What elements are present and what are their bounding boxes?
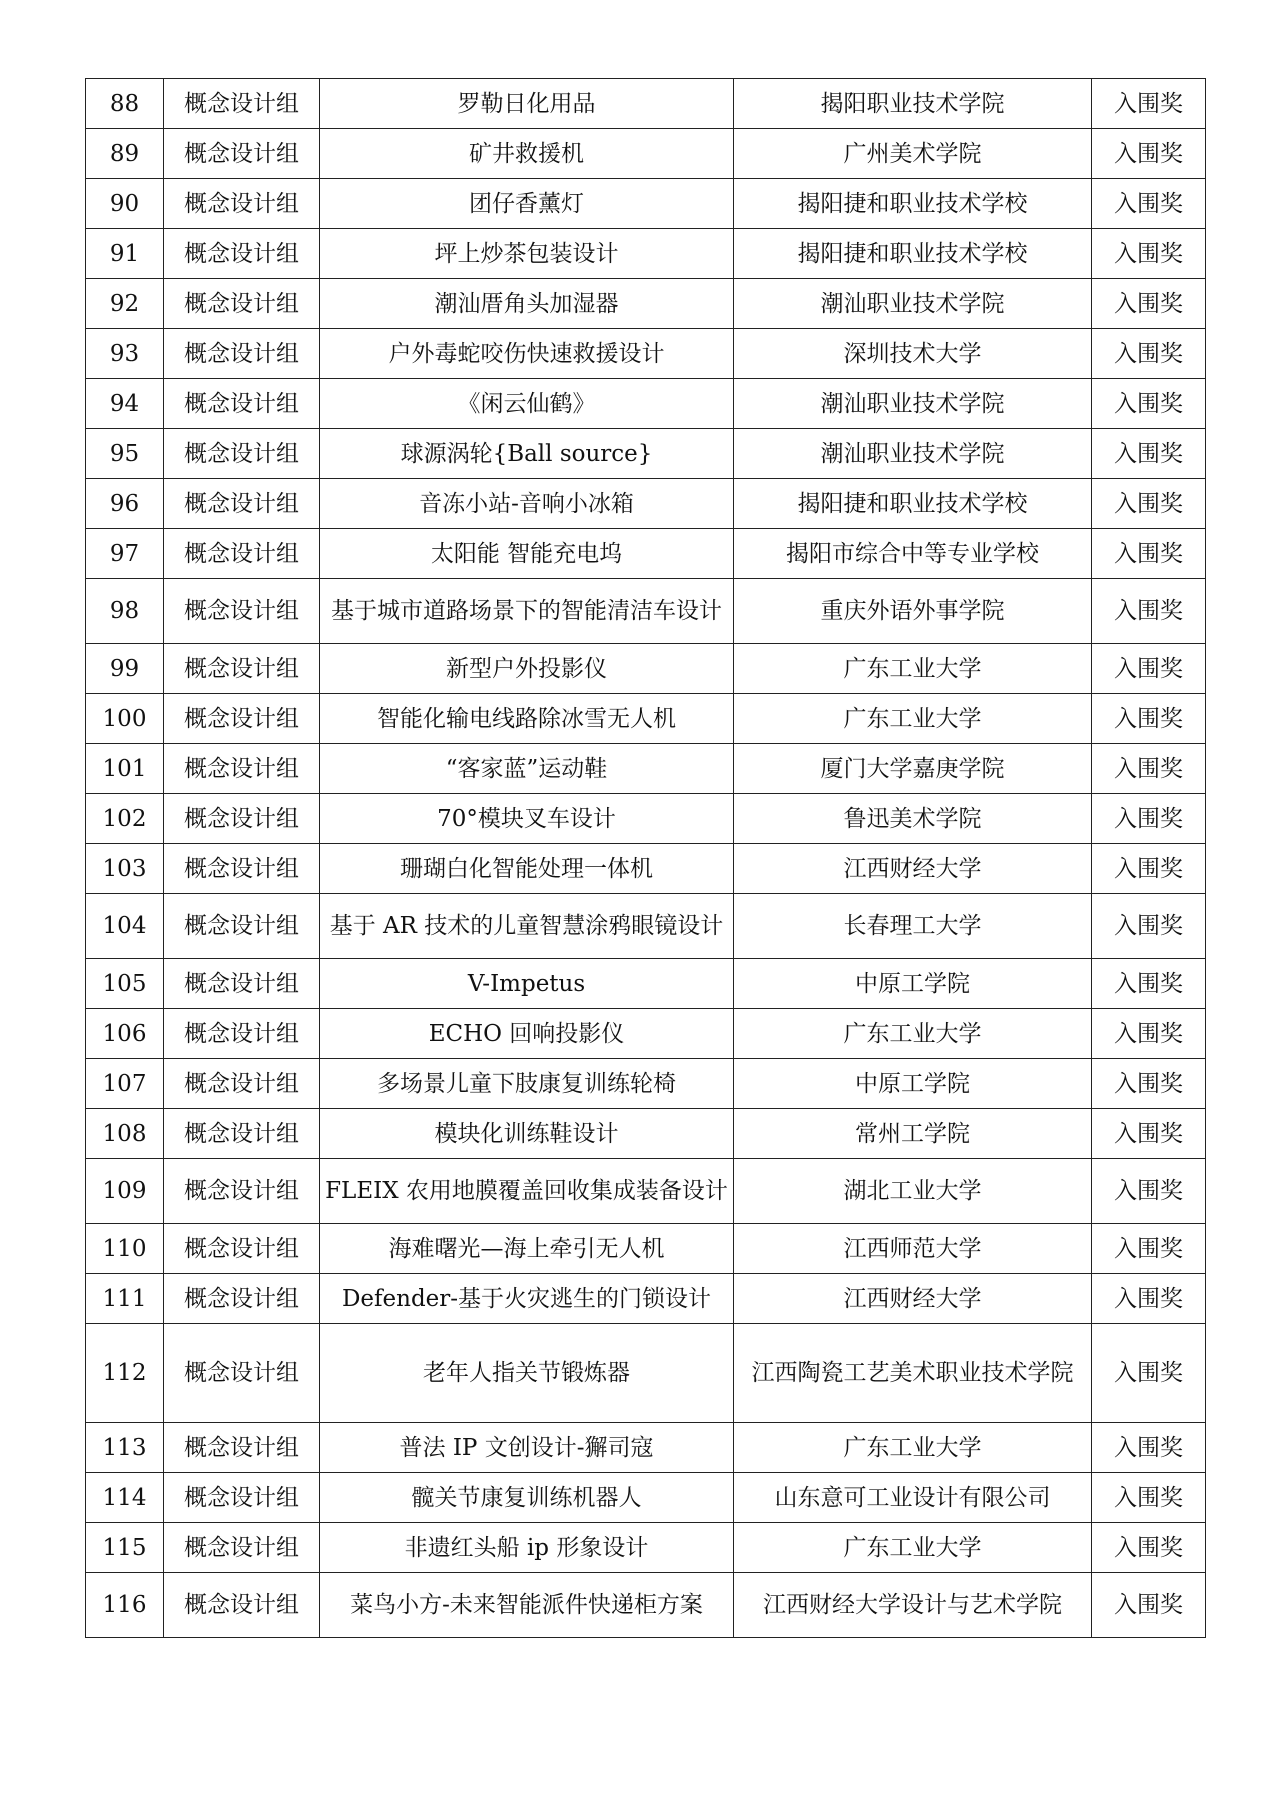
table-row [86,379,1206,429]
school-cell: 潮汕职业技术学院 [734,279,1092,329]
entry-number-cell: 89 [86,129,164,179]
school-cell: 揭阳职业技术学院 [734,79,1092,129]
award-cell: 入围奖 [1092,1573,1206,1638]
entry-number-cell: 114 [86,1473,164,1523]
group-cell: 概念设计组 [164,1473,320,1523]
group-cell: 概念设计组 [164,1573,320,1638]
table-row [86,1159,1206,1224]
award-cell: 入围奖 [1092,529,1206,579]
work-title-cell: 老年人指关节锻炼器 [320,1324,734,1423]
entry-number-cell: 93 [86,329,164,379]
school-cell: 揭阳捷和职业技术学校 [734,479,1092,529]
school-cell: 潮汕职业技术学院 [734,429,1092,479]
group-cell: 概念设计组 [164,1109,320,1159]
group-cell: 概念设计组 [164,844,320,894]
group-cell: 概念设计组 [164,744,320,794]
entry-number-cell: 108 [86,1109,164,1159]
entry-number-cell: 103 [86,844,164,894]
work-title-cell: 模块化训练鞋设计 [320,1109,734,1159]
school-cell: 中原工学院 [734,959,1092,1009]
work-title-cell: 球源涡轮{Ball source} [320,429,734,479]
group-cell: 概念设计组 [164,1274,320,1324]
award-cell: 入围奖 [1092,1423,1206,1473]
award-cell: 入围奖 [1092,1523,1206,1573]
award-cell: 入围奖 [1092,229,1206,279]
school-cell: 揭阳捷和职业技术学校 [734,179,1092,229]
school-cell: 湖北工业大学 [734,1159,1092,1224]
work-title-cell: 太阳能 智能充电坞 [320,529,734,579]
school-cell: 江西财经大学设计与艺术学院 [734,1573,1092,1638]
group-cell: 概念设计组 [164,479,320,529]
school-cell: 厦门大学嘉庚学院 [734,744,1092,794]
award-cell: 入围奖 [1092,1009,1206,1059]
award-cell: 入围奖 [1092,129,1206,179]
work-title-cell: 70°模块叉车设计 [320,794,734,844]
school-cell: 中原工学院 [734,1059,1092,1109]
table-body [86,79,1206,1638]
award-cell: 入围奖 [1092,379,1206,429]
group-cell: 概念设计组 [164,1423,320,1473]
award-cell: 入围奖 [1092,1274,1206,1324]
group-cell: 概念设计组 [164,1324,320,1423]
entry-number-cell: 107 [86,1059,164,1109]
school-cell: 广东工业大学 [734,1523,1092,1573]
work-title-cell: 基于城市道路场景下的智能清洁车设计 [320,579,734,644]
school-cell: 江西财经大学 [734,844,1092,894]
table-row [86,959,1206,1009]
entry-number-cell: 113 [86,1423,164,1473]
school-cell: 揭阳市综合中等专业学校 [734,529,1092,579]
entry-number-cell: 116 [86,1573,164,1638]
table-row [86,229,1206,279]
table-row [86,429,1206,479]
group-cell: 概念设计组 [164,279,320,329]
award-cell: 入围奖 [1092,844,1206,894]
entry-number-cell: 106 [86,1009,164,1059]
work-title-cell: 音冻小站-音响小冰箱 [320,479,734,529]
table-row [86,179,1206,229]
table-row [86,129,1206,179]
table-row [86,694,1206,744]
school-cell: 江西财经大学 [734,1274,1092,1324]
work-title-cell: 普法 IP 文创设计-獬司寇 [320,1423,734,1473]
school-cell: 常州工学院 [734,1109,1092,1159]
award-cell: 入围奖 [1092,1324,1206,1423]
entry-number-cell: 102 [86,794,164,844]
group-cell: 概念设计组 [164,894,320,959]
work-title-cell: FLEIX 农用地膜覆盖回收集成装备设计 [320,1159,734,1224]
award-cell: 入围奖 [1092,959,1206,1009]
work-title-cell: 坪上炒茶包装设计 [320,229,734,279]
school-cell: 广东工业大学 [734,1009,1092,1059]
work-title-cell: 菜鸟小方-未来智能派件快递柜方案 [320,1573,734,1638]
table-row [86,329,1206,379]
award-cell: 入围奖 [1092,744,1206,794]
school-cell: 重庆外语外事学院 [734,579,1092,644]
school-cell: 潮汕职业技术学院 [734,379,1092,429]
table-row [86,279,1206,329]
group-cell: 概念设计组 [164,129,320,179]
group-cell: 概念设计组 [164,1059,320,1109]
entry-number-cell: 110 [86,1224,164,1274]
work-title-cell: 珊瑚白化智能处理一体机 [320,844,734,894]
work-title-cell: 矿井救援机 [320,129,734,179]
work-title-cell: V-Impetus [320,959,734,1009]
school-cell: 广东工业大学 [734,1423,1092,1473]
group-cell: 概念设计组 [164,579,320,644]
table-row [86,1109,1206,1159]
group-cell: 概念设计组 [164,1009,320,1059]
table-row [86,479,1206,529]
entry-number-cell: 96 [86,479,164,529]
entry-number-cell: 101 [86,744,164,794]
school-cell: 山东意可工业设计有限公司 [734,1473,1092,1523]
table-row [86,529,1206,579]
table-row [86,579,1206,644]
group-cell: 概念设计组 [164,229,320,279]
entry-number-cell: 104 [86,894,164,959]
award-cell: 入围奖 [1092,1159,1206,1224]
work-title-cell: 潮汕厝角头加湿器 [320,279,734,329]
school-cell: 江西陶瓷工艺美术职业技术学院 [734,1324,1092,1423]
group-cell: 概念设计组 [164,329,320,379]
award-cell: 入围奖 [1092,1059,1206,1109]
award-cell: 入围奖 [1092,79,1206,129]
table-row [86,1423,1206,1473]
table-row [86,744,1206,794]
table-row [86,894,1206,959]
entry-number-cell: 111 [86,1274,164,1324]
entry-number-cell: 109 [86,1159,164,1224]
entry-number-cell: 91 [86,229,164,279]
group-cell: 概念设计组 [164,644,320,694]
award-cell: 入围奖 [1092,329,1206,379]
work-title-cell: 非遗红头船 ip 形象设计 [320,1523,734,1573]
table-row [86,79,1206,129]
award-cell: 入围奖 [1092,1109,1206,1159]
award-list-table [85,78,1206,1638]
school-cell: 深圳技术大学 [734,329,1092,379]
award-cell: 入围奖 [1092,579,1206,644]
table-row [86,844,1206,894]
entry-number-cell: 92 [86,279,164,329]
group-cell: 概念设计组 [164,1224,320,1274]
school-cell: 广州美术学院 [734,129,1092,179]
table-row [86,1324,1206,1423]
work-title-cell: ECHO 回响投影仪 [320,1009,734,1059]
group-cell: 概念设计组 [164,959,320,1009]
group-cell: 概念设计组 [164,529,320,579]
award-cell: 入围奖 [1092,1473,1206,1523]
entry-number-cell: 112 [86,1324,164,1423]
table-row [86,1224,1206,1274]
work-title-cell: 罗勒日化用品 [320,79,734,129]
group-cell: 概念设计组 [164,429,320,479]
school-cell: 江西师范大学 [734,1224,1092,1274]
award-cell: 入围奖 [1092,1224,1206,1274]
award-cell: 入围奖 [1092,279,1206,329]
school-cell: 揭阳捷和职业技术学校 [734,229,1092,279]
entry-number-cell: 115 [86,1523,164,1573]
school-cell: 长春理工大学 [734,894,1092,959]
group-cell: 概念设计组 [164,694,320,744]
work-title-cell: 新型户外投影仪 [320,644,734,694]
entry-number-cell: 99 [86,644,164,694]
group-cell: 概念设计组 [164,179,320,229]
group-cell: 概念设计组 [164,79,320,129]
work-title-cell: 智能化输电线路除冰雪无人机 [320,694,734,744]
award-cell: 入围奖 [1092,429,1206,479]
work-title-cell: Defender-基于火灾逃生的门锁设计 [320,1274,734,1324]
work-title-cell: 基于 AR 技术的儿童智慧涂鸦眼镜设计 [320,894,734,959]
entry-number-cell: 95 [86,429,164,479]
school-cell: 广东工业大学 [734,644,1092,694]
group-cell: 概念设计组 [164,794,320,844]
award-cell: 入围奖 [1092,644,1206,694]
award-cell: 入围奖 [1092,179,1206,229]
group-cell: 概念设计组 [164,379,320,429]
work-title-cell: 团仔香薰灯 [320,179,734,229]
table-row [86,1473,1206,1523]
work-title-cell: 户外毒蛇咬伤快速救援设计 [320,329,734,379]
work-title-cell: 海难曙光—海上牵引无人机 [320,1224,734,1274]
entry-number-cell: 100 [86,694,164,744]
award-cell: 入围奖 [1092,479,1206,529]
page [85,78,1205,1638]
group-cell: 概念设计组 [164,1159,320,1224]
award-cell: 入围奖 [1092,694,1206,744]
work-title-cell: 髋关节康复训练机器人 [320,1473,734,1523]
award-cell: 入围奖 [1092,794,1206,844]
work-title-cell: 《闲云仙鹤》 [320,379,734,429]
award-cell: 入围奖 [1092,894,1206,959]
table-row [86,1573,1206,1638]
table-row [86,1523,1206,1573]
work-title-cell: 多场景儿童下肢康复训练轮椅 [320,1059,734,1109]
table-row [86,1059,1206,1109]
work-title-cell: “客家蓝”运动鞋 [320,744,734,794]
entry-number-cell: 98 [86,579,164,644]
table-row [86,644,1206,694]
entry-number-cell: 97 [86,529,164,579]
entry-number-cell: 94 [86,379,164,429]
school-cell: 广东工业大学 [734,694,1092,744]
school-cell: 鲁迅美术学院 [734,794,1092,844]
entry-number-cell: 90 [86,179,164,229]
table-row [86,794,1206,844]
table-row [86,1009,1206,1059]
table-row [86,1274,1206,1324]
group-cell: 概念设计组 [164,1523,320,1573]
entry-number-cell: 105 [86,959,164,1009]
entry-number-cell: 88 [86,79,164,129]
